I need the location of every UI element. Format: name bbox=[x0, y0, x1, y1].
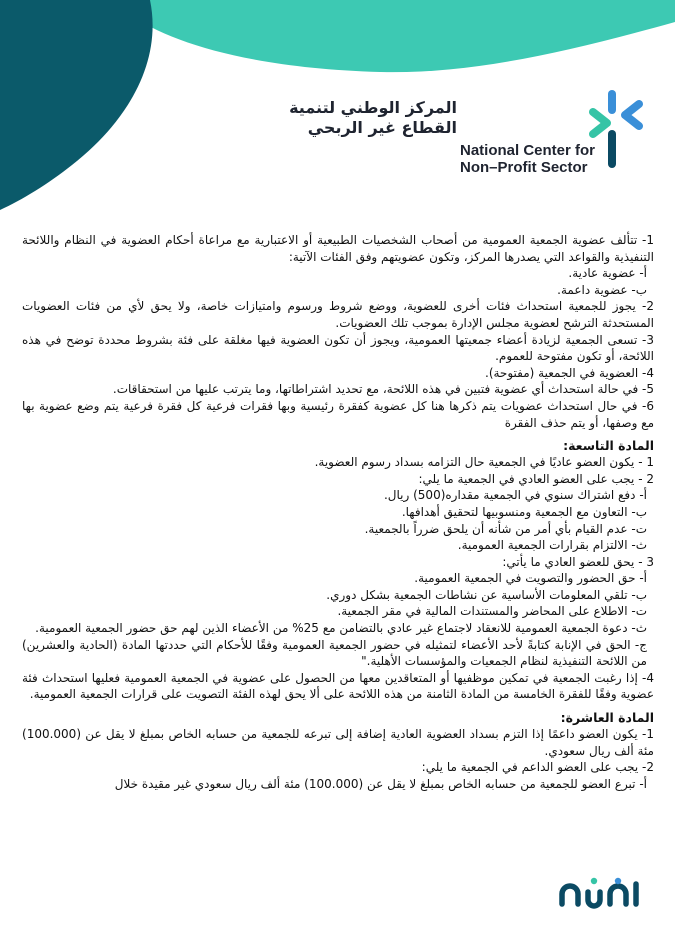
sub-clause: ب- التعاون مع الجمعية ومنسوبيها لتحقيق أهدافها. bbox=[401, 504, 647, 519]
org-name-ar-line-2: القطاع غير الربحي bbox=[307, 118, 457, 137]
clause-paragraph: 6- في حال استحداث عضويات يتم ذكرها هنا كل عضوية كفقرة رئيسية وبها فقرات فرعية كل فقرة فرعية يتم وضع عضوية بها مع وصفها، أو يتم حذف الفقرة bbox=[22, 398, 654, 430]
sub-clause: أ- حق الحضور والتصويت في الجمعية العمومية. bbox=[414, 571, 647, 586]
clause-paragraph: 3 - يحق للعضو العادي ما يأتي: bbox=[502, 554, 654, 569]
clause-paragraph: 2 - يجب على العضو العادي في الجمعية ما يلي: bbox=[418, 471, 654, 486]
sub-clause: ج- الحق في الإنابة كتابةً لأحد الأعضاء لتمثيله في حضور الجمعية العمومية وفقًا للأحكام التي حددتها المادة (الحادية والعشرين) من اللائحة التنفيذية لنظام الجمعيات والمؤسسات الأهلية." bbox=[22, 637, 647, 669]
clause-paragraph: 2- يجب على العضو الداعم في الجمعية ما يلي: bbox=[421, 760, 654, 775]
document-body bbox=[22, 232, 654, 792]
org-name-en-line-2: Non–Profit Sector bbox=[460, 159, 588, 176]
sub-clause: أ- عضوية عادية. bbox=[568, 266, 647, 281]
sub-clause: ث- دعوة الجمعية العمومية للانعقاد لاجتماع غير عادي بالتضامن مع 25% من الأعضاء الذين لهم حق حضور الجمعية العمومية. bbox=[35, 621, 647, 636]
clause-paragraph: 3- تسعى الجمعية لزيادة أعضاء جمعيتها العمومية، ويجوز أن تكون العضوية فيها مغلقة على فئة بشروط محددة توضح في هذه اللائحة، أو تكون مفتوحة للعموم. bbox=[22, 332, 654, 364]
sub-clause: ب- عضوية داعمة. bbox=[557, 282, 647, 297]
clause-paragraph: 1 - يكون العضو عاديًا في الجمعية حال التزامه بسداد رسوم العضوية. bbox=[314, 455, 654, 470]
sub-clause: ت- الاطلاع على المحاضر والمستندات المالية في مقر الجمعية. bbox=[337, 604, 647, 619]
clause-paragraph: 4- العضوية في الجمعية (مفتوحة). bbox=[485, 365, 654, 380]
sub-clause: ث- الالتزام بقرارات الجمعية العمومية. bbox=[457, 538, 647, 553]
ncnp-logo-icon bbox=[585, 90, 647, 176]
clause-paragraph: 4- إذا رغبت الجمعية في تمكين موظفيها أو المتعاقدين معها من الحصول على عضوية في الجمعية العمومية فعليها استحداث فئة عضوية وفقًا للفقرة الخامسة من المادة الثامنة من هذه اللائحة على ألا يحق لهذه الفئة التصويت على قرارات الجمعية العمومية. bbox=[22, 670, 654, 702]
sub-clause: أ- دفع اشتراك سنوي في الجمعية مقداره(500) ريال. bbox=[383, 488, 647, 503]
org-name-ar-line-1: المركز الوطني لتنمية bbox=[289, 98, 457, 117]
teal-light-wave bbox=[112, 0, 675, 72]
article-heading: المادة التاسعة: bbox=[563, 438, 654, 454]
clause-paragraph: 1- يكون العضو داعمًا إذا التزم بسداد العضوية العادية إضافة إلى تبرعه للجمعية من حسابه الخاص بمبلغ لا يقل عن (100.000) مئة ألف ريال سعودي. bbox=[22, 727, 654, 758]
article-heading: المادة العاشرة: bbox=[560, 710, 654, 726]
sub-clause: ب- تلقي المعلومات الأساسية عن نشاطات الجمعية بشكل دوري. bbox=[326, 587, 647, 602]
clause-paragraph: 5- في حالة استحداث أي عضوية فتبين في هذه اللائحة، مع تحديد اشتراطاتها، وما يترتب عليها من استحقاقات. bbox=[112, 382, 654, 397]
clause-paragraph: 1- تتألف عضوية الجمعية العمومية من أصحاب الشخصيات الطبيعية أو الاعتبارية مع مراعاة أحكام العضوية في النظام واللائحة التنفيذية والقواعد التي يصدرها المركز، وتكون عضويتهم وفق الفئات الآتية: bbox=[22, 233, 654, 264]
clause-paragraph: 2- يجوز للجمعية استحداث فئات أخرى للعضوية، ووضع شروط ورسوم وامتيازات خاصة، ولا يحق لأي من فئات العضويات المستحدثة الترشح لعضوية مجلس الإدارة بموجب تلك العضويات. bbox=[22, 299, 654, 330]
org-name-en-line-1: National Center for bbox=[460, 142, 596, 159]
sub-clause: ت- عدم القيام بأي أمر من شأنه أن يلحق ضرراً بالجمعية. bbox=[364, 521, 647, 536]
teal-dark-wave bbox=[0, 0, 153, 210]
sub-clause: أ- تبرع العضو للجمعية من حسابه الخاص بمبلغ لا يقل عن (100.000) مئة ألف ريال سعودي غير مقيدة خلال bbox=[114, 776, 647, 791]
nuon-logo-icon bbox=[556, 870, 648, 914]
